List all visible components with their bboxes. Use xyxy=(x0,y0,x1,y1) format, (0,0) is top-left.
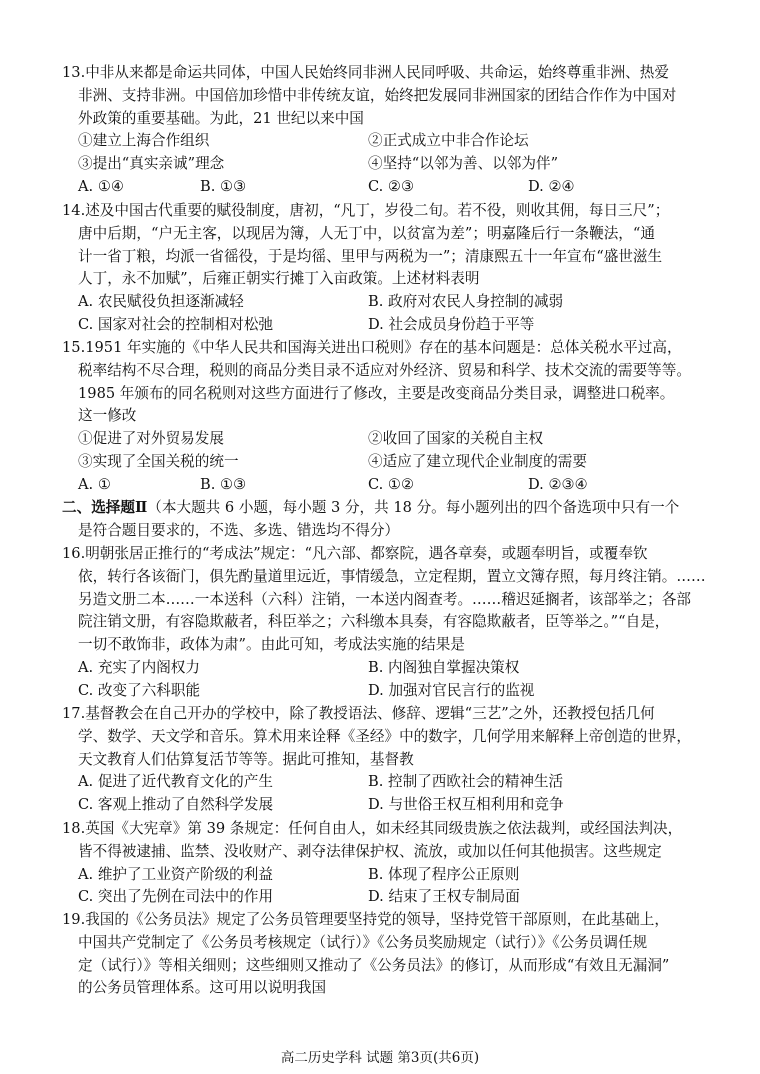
question-13-stem-line: 13.中非从来都是命运共同体，中国人民始终同非洲人民同呼吸、共命运，始终尊重非洲、热爱 xyxy=(62,64,669,81)
question-19-stem-line: 19.我国的《公务员法》规定了公务员管理要坚持党的领导，坚持党管干部原则，在此基础上， xyxy=(62,911,669,928)
question-18-options-row xyxy=(62,886,722,909)
question-13-stem-line: 外政策的重要基础。为此，21 世纪以来中国 xyxy=(78,109,364,127)
option-a: A. 维护了工业资产阶级的利益 xyxy=(78,865,273,883)
question-13-item: ④坚持“以邻为善、以邻为伴” xyxy=(368,155,559,173)
question-19 xyxy=(62,909,722,1000)
section-2-description: （本大题共 6 小题，每小题 3 分，共 18 分。每小题列出的四个备选项中只有一个 xyxy=(147,499,680,516)
question-19-stem-line: 中国共产党制定了《公务员考核规定（试行）》《公务员奖励规定（试行）》《公务员调任规 xyxy=(78,933,648,951)
question-14-stem-line: 计一省丁粮，均派一省徭役，于是均徭、里甲与两税为一”；清康熙五十一年宣布“盛世滋生 xyxy=(78,247,663,265)
question-13-item: ②正式成立中非合作论坛 xyxy=(368,132,529,150)
option-d: D. ②③④ xyxy=(528,475,588,493)
question-18-stem-line: 18.英国《大宪章》第 39 条规定：任何自由人，如未经其同级贵族之依法裁判，或经国法判决， xyxy=(62,820,683,837)
option-d: D. 结束了王权专制局面 xyxy=(368,888,520,906)
question-15-stem-line: 这一修改 xyxy=(78,407,137,425)
option-c: C. ①② xyxy=(368,475,415,493)
question-14 xyxy=(62,200,722,337)
option-b: B. 体现了程序公正原则 xyxy=(368,865,520,883)
question-16-options-row xyxy=(62,657,722,680)
question-13-options-row xyxy=(62,176,722,199)
question-15-item: ②收回了国家的关税自主权 xyxy=(368,430,544,448)
question-16-stem-line: 一切不敢饰非，政体为肃”。由此可知，考成法实施的结果是 xyxy=(78,636,465,654)
question-16-stem-line: 院注销文册，有容隐欺蔽者，科臣举之；六科缴本具奏，有容隐欺蔽者，臣等举之。”“自是， xyxy=(78,613,670,631)
question-13-item: ①建立上海合作组织 xyxy=(78,132,210,150)
question-16-options-row xyxy=(62,680,722,703)
option-a: A. 充实了内阁权力 xyxy=(78,658,200,676)
question-17-stem-line: 天文教育人们估算复活节等等。据此可推知，基督教 xyxy=(78,750,414,768)
option-d: D. 社会成员身份趋于平等 xyxy=(368,315,535,333)
question-14-stem-line: 14.述及中国古代重要的赋役制度，唐初，“凡丁，岁役二旬。若不役，则收其佣，每日三尺”； xyxy=(62,202,670,219)
question-14-stem-line: 唐中后期，“户无主客，以现居为簿，人无丁中，以贫富为差”；明嘉隆后行一条鞭法，“通 xyxy=(78,224,655,242)
option-b: B. ①③ xyxy=(200,475,247,493)
question-15-items-row xyxy=(62,451,722,474)
option-a: A. 促进了近代教育文化的产生 xyxy=(78,773,273,791)
question-15-item: ③实现了全国关税的统一 xyxy=(78,452,239,470)
option-c: C. 改变了六科职能 xyxy=(78,681,201,699)
option-b: B. 内阁独自掌握决策权 xyxy=(368,658,520,676)
section-2-header xyxy=(62,497,722,543)
question-14-options-row xyxy=(62,291,722,314)
question-17-options-row xyxy=(62,771,722,794)
question-15-item: ④适应了建立现代企业制度的需要 xyxy=(368,452,587,470)
question-13-item: ③提出“真实亲诚”理念 xyxy=(78,155,225,173)
option-c: C. 客观上推动了自然科学发展 xyxy=(78,796,274,814)
question-18 xyxy=(62,818,722,909)
page-footer: 高二历史学科 试题 第3页(共6页) xyxy=(280,1050,480,1066)
question-16-stem-line: 依，转行各该衙门，俱先酌量道里远近，事情缓急，立定程期，置立文簿存照，每月终注销。…… xyxy=(78,567,706,585)
option-c: C. 国家对社会的控制相对松弛 xyxy=(78,315,274,333)
question-14-stem-line: 人丁，永不加赋”，后雍正朝实行摊丁入亩政策。上述材料表明 xyxy=(78,270,480,288)
question-15-items-row xyxy=(62,428,722,451)
question-14-options-row xyxy=(62,314,722,337)
option-b: B. 控制了西欧社会的精神生活 xyxy=(368,773,564,791)
question-18-stem-line: 皆不得被逮捕、监禁、没收财产、剥夺法律保护权、流放，或加以任何其他损害。这些规定 xyxy=(78,842,662,860)
option-a: A. 农民赋役负担逐渐减轻 xyxy=(78,293,244,311)
section-2-description-cont: 是符合题目要求的，不选、多选、错选均不得分） xyxy=(78,521,400,539)
section-2-header-line xyxy=(62,497,722,520)
option-d: D. ②④ xyxy=(528,177,575,195)
option-d: D. 与世俗王权互相利用和竞争 xyxy=(368,796,564,814)
question-13-items-row xyxy=(62,153,722,176)
question-17 xyxy=(62,703,722,817)
option-b: B. ①③ xyxy=(200,177,247,195)
question-16 xyxy=(62,543,722,703)
question-13 xyxy=(62,62,722,199)
option-a: A. ①④ xyxy=(78,177,124,195)
question-19-stem-line: 定（试行）》等相关细则；这些细则又推动了《公务员法》的修订，从而形成“有效且无漏洞” xyxy=(78,956,670,974)
question-19-stem-line: 的公务员管理体系。这可用以说明我国 xyxy=(78,979,327,997)
question-15-stem-line: 税率结构不尽合理，税则的商品分类目录不适应对外经济、贸易和科学、技术交流的需要等等。 xyxy=(78,361,691,379)
question-13-stem-line: 非洲、支持非洲。中国倍加珍惜中非传统友谊，始终把发展同非洲国家的团结合作作为中国对 xyxy=(78,86,677,104)
section-2-title: 二、选择题Ⅱ xyxy=(62,499,148,516)
question-15-stem-line: 15.1951 年实施的《中华人民共和国海关进出口税则》存在的基本问题是：总体关税水平过高， xyxy=(62,339,682,356)
question-15-stem-line: 1985 年颁布的同名税则对这些方面进行了修改，主要是改变商品分类目录，调整进口税率。 xyxy=(78,384,675,402)
question-16-stem-line: 另造文册二本……一本送科（六科）注销，一本送内阁查考。……稽迟延搁者，该部举之；各部 xyxy=(78,590,691,608)
option-c: C. ②③ xyxy=(368,177,415,195)
option-a: A. ① xyxy=(78,475,111,493)
question-15-item: ①促进了对外贸易发展 xyxy=(78,430,224,448)
question-15 xyxy=(62,337,722,497)
option-b: B. 政府对农民人身控制的减弱 xyxy=(368,293,564,311)
option-c: C. 突出了先例在司法中的作用 xyxy=(78,888,274,906)
question-17-stem-line: 17.基督教会在自己开办的学校中，除了教授语法、修辞、逻辑“三艺”之外，还教授包括几何 xyxy=(62,705,655,722)
question-17-stem-line: 学、数学、天文学和音乐。算术用来诠释《圣经》中的数字，几何学用来解释上帝创造的世界， xyxy=(78,727,691,745)
question-13-items-row xyxy=(62,130,722,153)
question-17-options-row xyxy=(62,794,722,817)
question-18-options-row xyxy=(62,864,722,887)
question-15-options-row xyxy=(62,474,722,497)
question-16-stem-line: 16.明朝张居正推行的“考成法”规定：“凡六部、都察院，遇各章奏，或题奉明旨，或覆奉钦 xyxy=(62,545,648,562)
option-d: D. 加强对官民言行的监视 xyxy=(368,681,535,699)
